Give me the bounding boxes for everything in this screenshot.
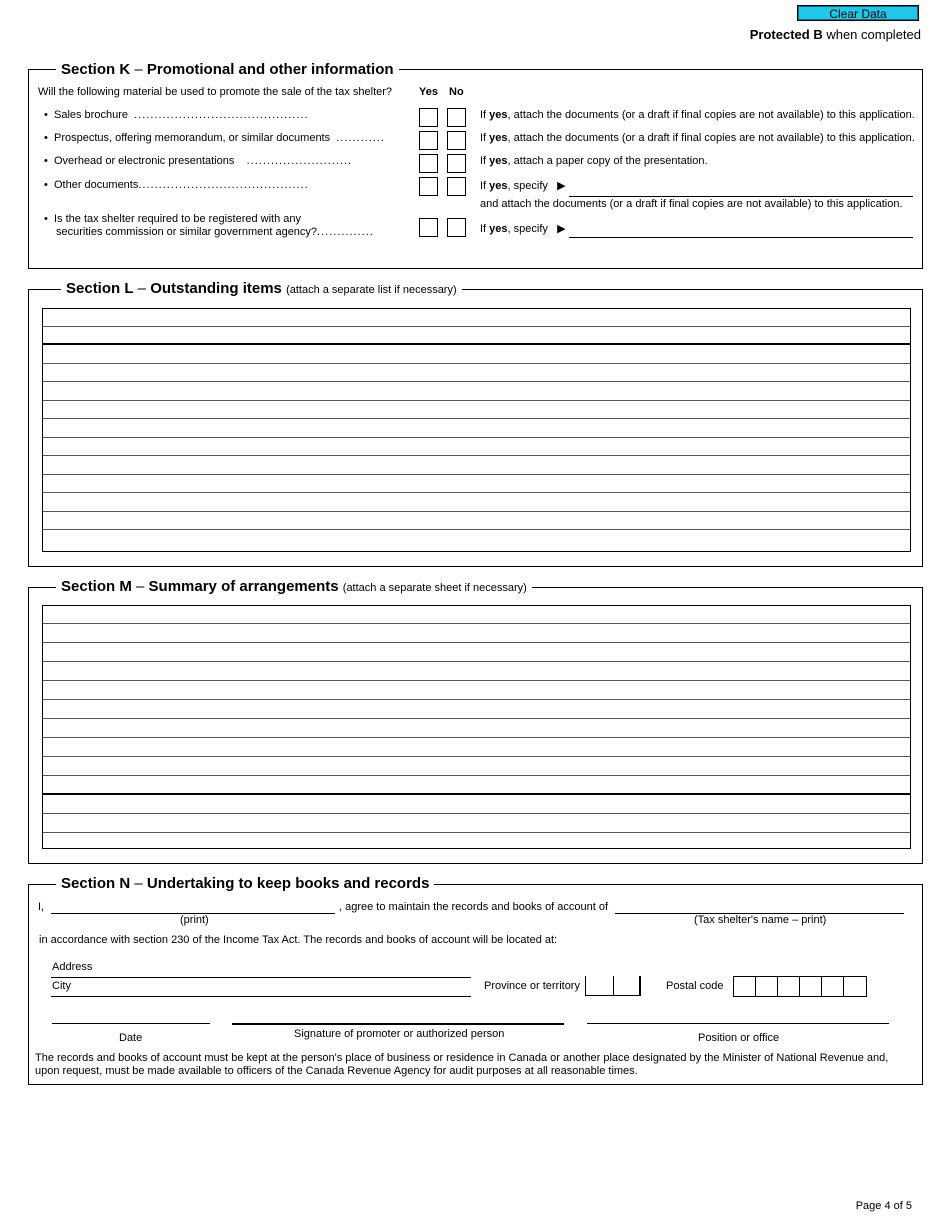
- list-item[interactable]: [43, 401, 910, 419]
- registered-specify-field[interactable]: [569, 221, 913, 238]
- accordance-text: in accordance with section 230 of the Income Tax Act. The records and books of account will be located at:: [39, 934, 558, 946]
- sales-brochure-yes-checkbox[interactable]: [419, 108, 438, 127]
- other-documents-attach-note: and attach the documents (or a draft if final copies are not available) to this application.: [480, 198, 903, 210]
- list-item[interactable]: [43, 834, 910, 848]
- presentations-label: • Overhead or electronic presentations ..........................: [44, 155, 353, 167]
- section-m-title: Section M – Summary of arrangements (attach a separate sheet if necessary): [56, 578, 532, 597]
- list-item[interactable]: [43, 682, 910, 700]
- arrow-right-icon: ▶: [557, 223, 566, 235]
- print-label: (print): [180, 914, 209, 926]
- protected-b-notice: [750, 27, 921, 42]
- presentations-yes-checkbox[interactable]: [419, 154, 438, 173]
- position-field[interactable]: [587, 1007, 889, 1024]
- list-item[interactable]: [43, 739, 910, 757]
- list-item[interactable]: [43, 815, 910, 833]
- list-item[interactable]: [43, 701, 910, 719]
- list-item[interactable]: [43, 475, 910, 493]
- list-item[interactable]: [43, 309, 910, 327]
- date-label: Date: [119, 1032, 143, 1044]
- postal-code-field[interactable]: [733, 976, 867, 997]
- section-l-title: Section L – Outstanding items (attach a separate list if necessary): [61, 280, 462, 299]
- arrow-right-icon: ▶: [557, 180, 566, 192]
- protected-b-label: Protected B: [749, 27, 823, 42]
- tax-shelter-name-label: (Tax shelter's name – print): [694, 914, 827, 926]
- other-documents-no-checkbox[interactable]: [447, 177, 466, 196]
- prospectus-label: • Prospectus, offering memorandum, or similar documents ............: [44, 132, 385, 144]
- registered-yes-checkbox[interactable]: [419, 218, 438, 237]
- list-item[interactable]: [43, 663, 910, 681]
- list-item[interactable]: [43, 327, 910, 345]
- signature-label: Signature of promoter or authorized person: [294, 1028, 505, 1040]
- other-documents-specify-field[interactable]: [569, 180, 913, 197]
- presentations-note: If yes, attach a paper copy of the presentation.: [480, 155, 708, 167]
- city-field[interactable]: [51, 980, 471, 997]
- person-name-field[interactable]: [51, 897, 335, 914]
- list-item[interactable]: [43, 457, 910, 475]
- list-item[interactable]: [43, 512, 910, 530]
- page-number: Page 4 of 5: [855, 1200, 912, 1212]
- registered-no-checkbox[interactable]: [447, 218, 466, 237]
- list-item[interactable]: [43, 796, 910, 814]
- list-item[interactable]: [43, 438, 910, 456]
- list-item[interactable]: [43, 364, 910, 382]
- province-label: Province or territory: [484, 980, 580, 992]
- registered-note: If yes, specify ▶: [480, 223, 566, 235]
- sales-brochure-no-checkbox[interactable]: [447, 108, 466, 127]
- list-item[interactable]: [43, 346, 910, 364]
- list-item[interactable]: [43, 625, 910, 643]
- section-k-title: Section K – Promotional and other information: [56, 61, 399, 79]
- list-item[interactable]: [43, 420, 910, 438]
- city-label: City: [52, 980, 71, 992]
- prospectus-note: If yes, attach the documents (or a draft if final copies are not available) to this application.: [480, 132, 915, 144]
- position-label: Position or office: [698, 1032, 780, 1044]
- sales-brochure-label: • Sales brochure ...........................................: [44, 109, 309, 121]
- list-item[interactable]: [43, 383, 910, 401]
- sales-brochure-note: If yes, attach the documents (or a draft if final copies are not available) to this application.: [480, 109, 915, 121]
- yes-column-header: Yes: [419, 86, 438, 98]
- clear-data-button[interactable]: Clear Data: [797, 5, 919, 21]
- list-item[interactable]: [43, 494, 910, 512]
- address-label: Address: [52, 961, 93, 973]
- presentations-no-checkbox[interactable]: [447, 154, 466, 173]
- i-label: I,: [38, 901, 45, 913]
- registered-label: • Is the tax shelter required to be registered with any securities commission or similar government agency?..............: [44, 213, 374, 238]
- list-item[interactable]: [43, 758, 910, 776]
- list-item[interactable]: [43, 777, 910, 795]
- records-footnote: The records and books of account must be kept at the person's place of business or residence in Canada or another place designated by the Minister of National Revenue and, upon request, must be made available to officers of the Canada Revenue Agency for audit purposes at all reasonable times.: [35, 1052, 889, 1077]
- prospectus-yes-checkbox[interactable]: [419, 131, 438, 150]
- prospectus-no-checkbox[interactable]: [447, 131, 466, 150]
- outstanding-items-list: [42, 308, 911, 552]
- list-item[interactable]: [43, 720, 910, 738]
- other-documents-note: If yes, specify ▶: [480, 180, 566, 192]
- protected-b-suffix: when completed: [822, 27, 921, 42]
- section-n-title: Section N – Undertaking to keep books and records: [56, 875, 434, 893]
- section-k-question: Will the following material be used to promote the sale of the tax shelter?: [38, 86, 393, 98]
- other-documents-label: • Other documents..........................................: [44, 179, 309, 191]
- province-field[interactable]: [585, 976, 641, 996]
- section-k: [28, 69, 923, 269]
- address-field[interactable]: [51, 961, 471, 978]
- list-item[interactable]: [43, 606, 910, 624]
- tax-shelter-name-field[interactable]: [615, 897, 904, 914]
- other-documents-yes-checkbox[interactable]: [419, 177, 438, 196]
- no-column-header: No: [449, 86, 464, 98]
- summary-of-arrangements-list: [42, 605, 911, 849]
- agree-text: , agree to maintain the records and books of account of: [339, 901, 609, 913]
- list-item[interactable]: [43, 644, 910, 662]
- date-field[interactable]: [52, 1007, 210, 1024]
- postal-code-label: Postal code: [666, 980, 724, 992]
- signature-field[interactable]: [232, 1007, 564, 1025]
- list-item[interactable]: [43, 531, 910, 549]
